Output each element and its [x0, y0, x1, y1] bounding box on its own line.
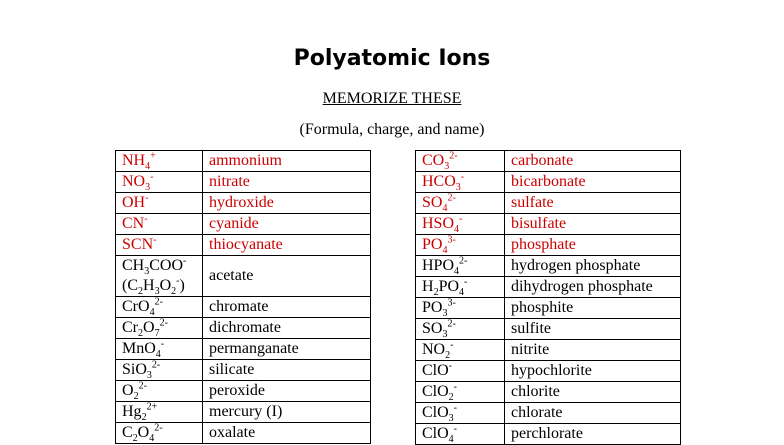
- ion-name: nitrate: [203, 172, 371, 193]
- ion-formula: $NO_2^-$: [416, 340, 505, 361]
- table-row: [416, 277, 681, 298]
- ion-formula: $Hg_2^{2+}$: [116, 402, 203, 423]
- ion-formula: $HCO_3^-$: [416, 172, 505, 193]
- table-row: [116, 151, 371, 172]
- table-caption: (Formula, charge, and name): [299, 121, 485, 138]
- table-row: [416, 193, 681, 214]
- ion-name: ammonium: [203, 151, 371, 172]
- ion-name: cyanide: [203, 214, 371, 235]
- ion-formula: CrO$_4^{2-}$: [116, 297, 203, 318]
- ion-name: thiocyanate: [203, 235, 371, 256]
- table-row: [416, 319, 681, 340]
- ion-formula: $NO_3^-$: [116, 172, 203, 193]
- ion-formula: $SO_3^{2-}$: [416, 319, 505, 340]
- table-row: [416, 340, 681, 361]
- table-row: [416, 256, 681, 277]
- ion-formula: OH-: [116, 193, 203, 214]
- ion-name: sulfite: [505, 319, 681, 340]
- ion-formula: CN-: [116, 214, 203, 235]
- ion-table-right: [415, 150, 681, 445]
- ion-name: bicarbonate: [505, 172, 681, 193]
- ion-name: nitrite: [505, 340, 681, 361]
- table-row: [116, 402, 371, 423]
- ion-formula: $HSO_4^-$: [416, 214, 505, 235]
- table-row: [416, 235, 681, 256]
- ion-name: sulfate: [505, 193, 681, 214]
- ion-name: phosphite: [505, 298, 681, 319]
- ion-formula: SCN-: [116, 235, 203, 256]
- table-row: [116, 297, 371, 318]
- table-row: [416, 214, 681, 235]
- ion-formula: ClO$_2$-: [416, 382, 505, 403]
- ion-formula: MnO$_4$-: [116, 339, 203, 360]
- ion-formula: $HPO_4^{2-}$: [416, 256, 505, 277]
- ion-name: oxalate: [203, 423, 371, 444]
- ion-formula: $O_2^{2-}$: [116, 381, 203, 402]
- ion-formula: ClO-: [416, 361, 505, 382]
- table-row: [116, 318, 371, 339]
- ion-formula: ClO$_3$-: [416, 403, 505, 424]
- ion-formula: $SO_4^{2-}$: [416, 193, 505, 214]
- table-row: [116, 423, 371, 444]
- ion-name: chromate: [203, 297, 371, 318]
- ion-formula: SiO$_3^{2-}$: [116, 360, 203, 381]
- ion-name: hydrogen phosphate: [505, 256, 681, 277]
- ion-table-left: [115, 150, 371, 444]
- ion-formula: ClO$_4$-: [416, 424, 505, 445]
- ion-formula: $C_2O_4^{2-}$: [116, 423, 203, 444]
- ion-formula: $PO_4^{3-}$: [416, 235, 505, 256]
- ion-name: mercury (I): [203, 402, 371, 423]
- table-row: [416, 151, 681, 172]
- ion-name: peroxide: [203, 381, 371, 402]
- memorize-heading: MEMORIZE THESE: [322, 90, 462, 107]
- table-row: [416, 403, 681, 424]
- ion-name: dihydrogen phosphate: [505, 277, 681, 298]
- ion-name: hypochlorite: [505, 361, 681, 382]
- ion-name: chlorite: [505, 382, 681, 403]
- ion-name: chlorate: [505, 403, 681, 424]
- ion-name: permanganate: [203, 339, 371, 360]
- ion-formula: $PO_3^{3-}$: [416, 298, 505, 319]
- table-row: [116, 360, 371, 381]
- table-row: [416, 382, 681, 403]
- ion-formula: $Cr_2O_7^{2-}$: [116, 318, 203, 339]
- ion-name: perchlorate: [505, 424, 681, 445]
- ion-formula: $CO_3^{2-}$: [416, 151, 505, 172]
- table-row: [416, 298, 681, 319]
- ion-formula: $CH_3COO^-$ $(C_2H_3O_2^-)$: [116, 256, 203, 297]
- ion-name: hydroxide: [203, 193, 371, 214]
- ion-formula: $NH_4^+$: [116, 151, 203, 172]
- ion-name: acetate: [203, 256, 371, 297]
- table-row: [116, 193, 371, 214]
- table-row: [116, 214, 371, 235]
- table-row: [116, 235, 371, 256]
- ion-name: phosphate: [505, 235, 681, 256]
- ion-name: silicate: [203, 360, 371, 381]
- ion-name: carbonate: [505, 151, 681, 172]
- ion-name: dichromate: [203, 318, 371, 339]
- table-row: [116, 339, 371, 360]
- ion-formula: $H_2PO_4^-$: [416, 277, 505, 298]
- table-row: [416, 172, 681, 193]
- table-row: [116, 381, 371, 402]
- table-row: [116, 172, 371, 193]
- page-title: Polyatomic Ions: [293, 46, 491, 71]
- table-row: [416, 424, 681, 445]
- table-row: [416, 361, 681, 382]
- ion-name: bisulfate: [505, 214, 681, 235]
